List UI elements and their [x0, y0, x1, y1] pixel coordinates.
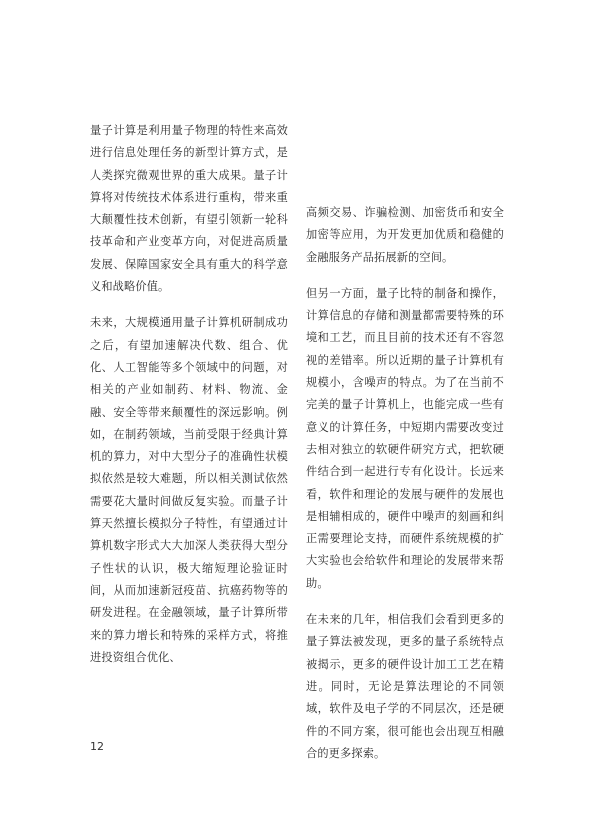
- paragraph: 在未来的几年，相信我们会看到更多的量子算法被发现，更多的量子系统特点被揭示，更多的硬件设计加工工艺在精进。同时，无论是算法理论的不同领域，软件及电子学的不同层次，还是硬件的不同方案，很可能也会出现互相融合的更多探索。: [306, 613, 504, 760]
- paragraph: 未来，大规模通用量子计算机研制成功之后，有望加速解决代数、组合、优化、人工智能等多个领域中的问题，对相关的产业如制药、材料、物流、金融、安全等带来颠覆性的深远影响。例如，在制药领域，当前受限于经典计算机的算力，对中大型分子的准确性状模拟依然是较大难题，所以相关测试依然需要花大量时间做反复实验。而量子计算天然擅长模拟分子特性，有望通过计算机数字形式大大加深人类获得大型分子性状的认识，极大缩短理论验证时间，从而加速新冠疫苗、抗癌药物等的研发进程。在金融领域，量子计算所带来的算力增长和特殊的采样方式，将推进投资组合优化、: [90, 316, 288, 664]
- left-column: [90, 120, 288, 683]
- paragraph: 量子计算是利用量子物理的特性来高效进行信息处理任务的新型计算方式，是人类探究微观世界的重大成果。量子计算将对传统技术体系进行重构，带来重大颠覆性技术创新，有望引领新一轮科技革命和产业变革方向，对促进高质量发展、保障国家安全具有重大的科学意义和战略价值。: [90, 124, 288, 294]
- paragraph: 高频交易、诈骗检测、加密货币和安全加密等应用，为开发更加优质和稳健的金融服务产品拓展新的空间。: [306, 206, 504, 264]
- page-number: 12: [90, 740, 104, 753]
- paragraph: 但另一方面，量子比特的制备和操作，计算信息的存储和测量都需要特殊的环境和工艺，而且目前的技术还有不容忽视的差错率。所以近期的量子计算机有规模小，含噪声的特点。为了在当前不完美的量子计算机上，也能完成一些有意义的计算任务，中短期内需要改变过去相对独立的软硬件研究方式，把软硬件结合到一起进行专有化设计。长远来看，软件和理论的发展与硬件的发展也是相辅相成的，硬件中噪声的刻画和纠正需要理论支持，而硬件系统规模的扩大实验也会给软件和理论的发展带来帮助。: [306, 286, 504, 590]
- right-column: [306, 202, 504, 779]
